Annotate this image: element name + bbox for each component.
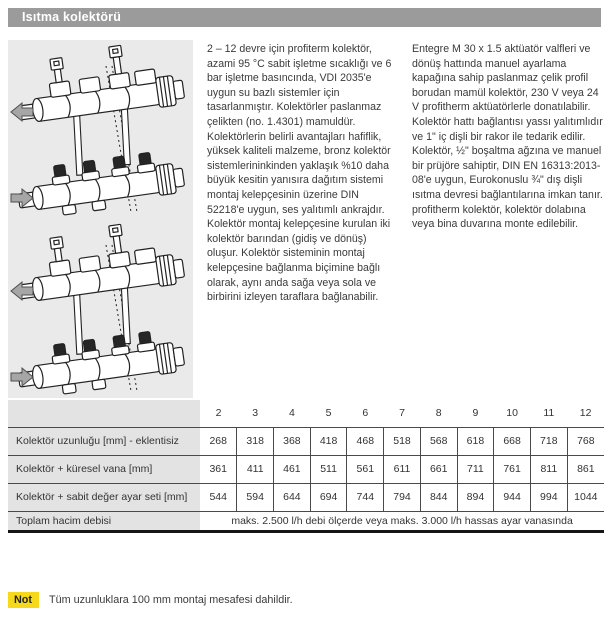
cell: 561 xyxy=(347,455,384,483)
cell: 418 xyxy=(310,427,347,455)
cell: 661 xyxy=(420,455,457,483)
table-row-total-flow xyxy=(8,511,604,531)
col-header: 3 xyxy=(252,407,259,420)
table-header-row xyxy=(8,400,604,427)
cell: 544 xyxy=(200,483,237,511)
cell: 811 xyxy=(530,455,567,483)
table-row-ball-valve xyxy=(8,455,604,483)
description-column-2: Entegre M 30 x 1.5 aktüatör valfleri ve dönüş hattında manuel ayarlama kapağına sahip paslanmaz çelik profil borudan mamül kolektör, 230 V veya 24 V profitherm aktüatörlerle donatılabilir. Kolektör hattı bağlantısı yassı yalıtımlıdır ve 1" iç dişli bir rakor ile tedarik edilir. Kolektör, ½" boşaltma ağzına ve manuel bir prüjöre sahiptir, DIN EN 16313:2013-08'e uygun, Eurokonuslu ¾" dış dişli ısıtma devresi bağlantılarına imkan tanır. profitherm kolektör, kolektör dolabına veya bina duvarına monte edilebilir. xyxy=(412,43,603,231)
cell: 668 xyxy=(494,427,531,455)
cell: 468 xyxy=(347,427,384,455)
footnote xyxy=(8,592,293,608)
cell: 768 xyxy=(567,427,604,455)
cell: 618 xyxy=(457,427,494,455)
page-title: Isıtma kolektörü xyxy=(8,8,601,27)
cell: 594 xyxy=(237,483,274,511)
cell: 644 xyxy=(274,483,311,511)
table-row-setpoint-set xyxy=(8,483,604,511)
cell: 361 xyxy=(200,455,237,483)
cell: 461 xyxy=(274,455,311,483)
cell: 518 xyxy=(384,427,421,455)
row-label: Kolektör + sabit değer ayar seti [mm] xyxy=(8,483,200,511)
cell: 411 xyxy=(237,455,274,483)
manifold-drawing-top xyxy=(8,40,193,219)
cell: 694 xyxy=(310,483,347,511)
cell: 368 xyxy=(274,427,311,455)
cell: 761 xyxy=(494,455,531,483)
cell: 718 xyxy=(530,427,567,455)
cell: 511 xyxy=(310,455,347,483)
total-flow-value: maks. 2.500 l/h debi ölçerde veya maks. 3.000 l/h hassas ayar vanasında xyxy=(200,511,604,531)
table-row-length xyxy=(8,427,604,455)
cell: 861 xyxy=(567,455,604,483)
cell: 844 xyxy=(420,483,457,511)
dimensions-table xyxy=(8,400,604,533)
col-header: 6 xyxy=(362,407,369,420)
col-header: 9 xyxy=(472,407,479,420)
note-text: Tüm uzunluklara 100 mm montaj mesafesi dahildir. xyxy=(49,594,293,606)
col-header: 5 xyxy=(325,407,332,420)
cell: 994 xyxy=(530,483,567,511)
cell: 568 xyxy=(420,427,457,455)
cell: 894 xyxy=(457,483,494,511)
cell: 1044 xyxy=(567,483,604,511)
cell: 318 xyxy=(237,427,274,455)
col-header: 11 xyxy=(543,407,555,420)
figure-panel xyxy=(8,40,193,398)
cell: 744 xyxy=(347,483,384,511)
row-label: Toplam hacim debisi xyxy=(8,511,200,531)
col-header: 12 xyxy=(579,407,592,420)
col-header: 8 xyxy=(435,407,442,420)
note-badge: Not xyxy=(8,592,39,608)
row-label: Kolektör uzunluğu [mm] - eklentisiz xyxy=(8,427,200,455)
table-corner-cell xyxy=(8,400,200,427)
description-column-1: 2 – 12 devre için profiterm kolektör, azami 95 °C sabit işletme sıcaklığı ve 6 bar işletme basıncında, VDI 2035'e uygun su bazlı sistemler için tasarlanmıştır. Kolektörler paslanmaz çelikten (no. 1.4301) mamuldür. Kolektörlerin belirli avantajları hafiflik, yüksek kaliteli malzeme, bronz kolektör sistemlerininkinden yaklaşık %10 daha büyük kesitin yanısıra dağıtım sistemi montaj kelepçesinin üzerine DIN 52218'e uygun, ses yalıtımlı ankrajdır. Kolektör montaj kelepçesine kurulan iki kolektör barından (gidiş ve dönüş) oluşur. Kolektör sisteminin montaj kelepçesine bağlanma biçimine bağlı olarak, aynı anda sağa veya sola ve birbirini izleyen taraflara bağlanabilir. xyxy=(207,43,392,304)
row-label: Kolektör + küresel vana [mm] xyxy=(8,455,200,483)
cell: 944 xyxy=(494,483,531,511)
cell: 794 xyxy=(384,483,421,511)
col-header: 4 xyxy=(288,407,295,420)
cell: 711 xyxy=(457,455,494,483)
manifold-drawing-bottom xyxy=(8,219,193,398)
col-header: 7 xyxy=(399,407,405,420)
cell: 611 xyxy=(384,455,421,483)
col-header: 2 xyxy=(215,407,222,420)
col-header: 10 xyxy=(506,407,518,420)
cell: 268 xyxy=(200,427,237,455)
